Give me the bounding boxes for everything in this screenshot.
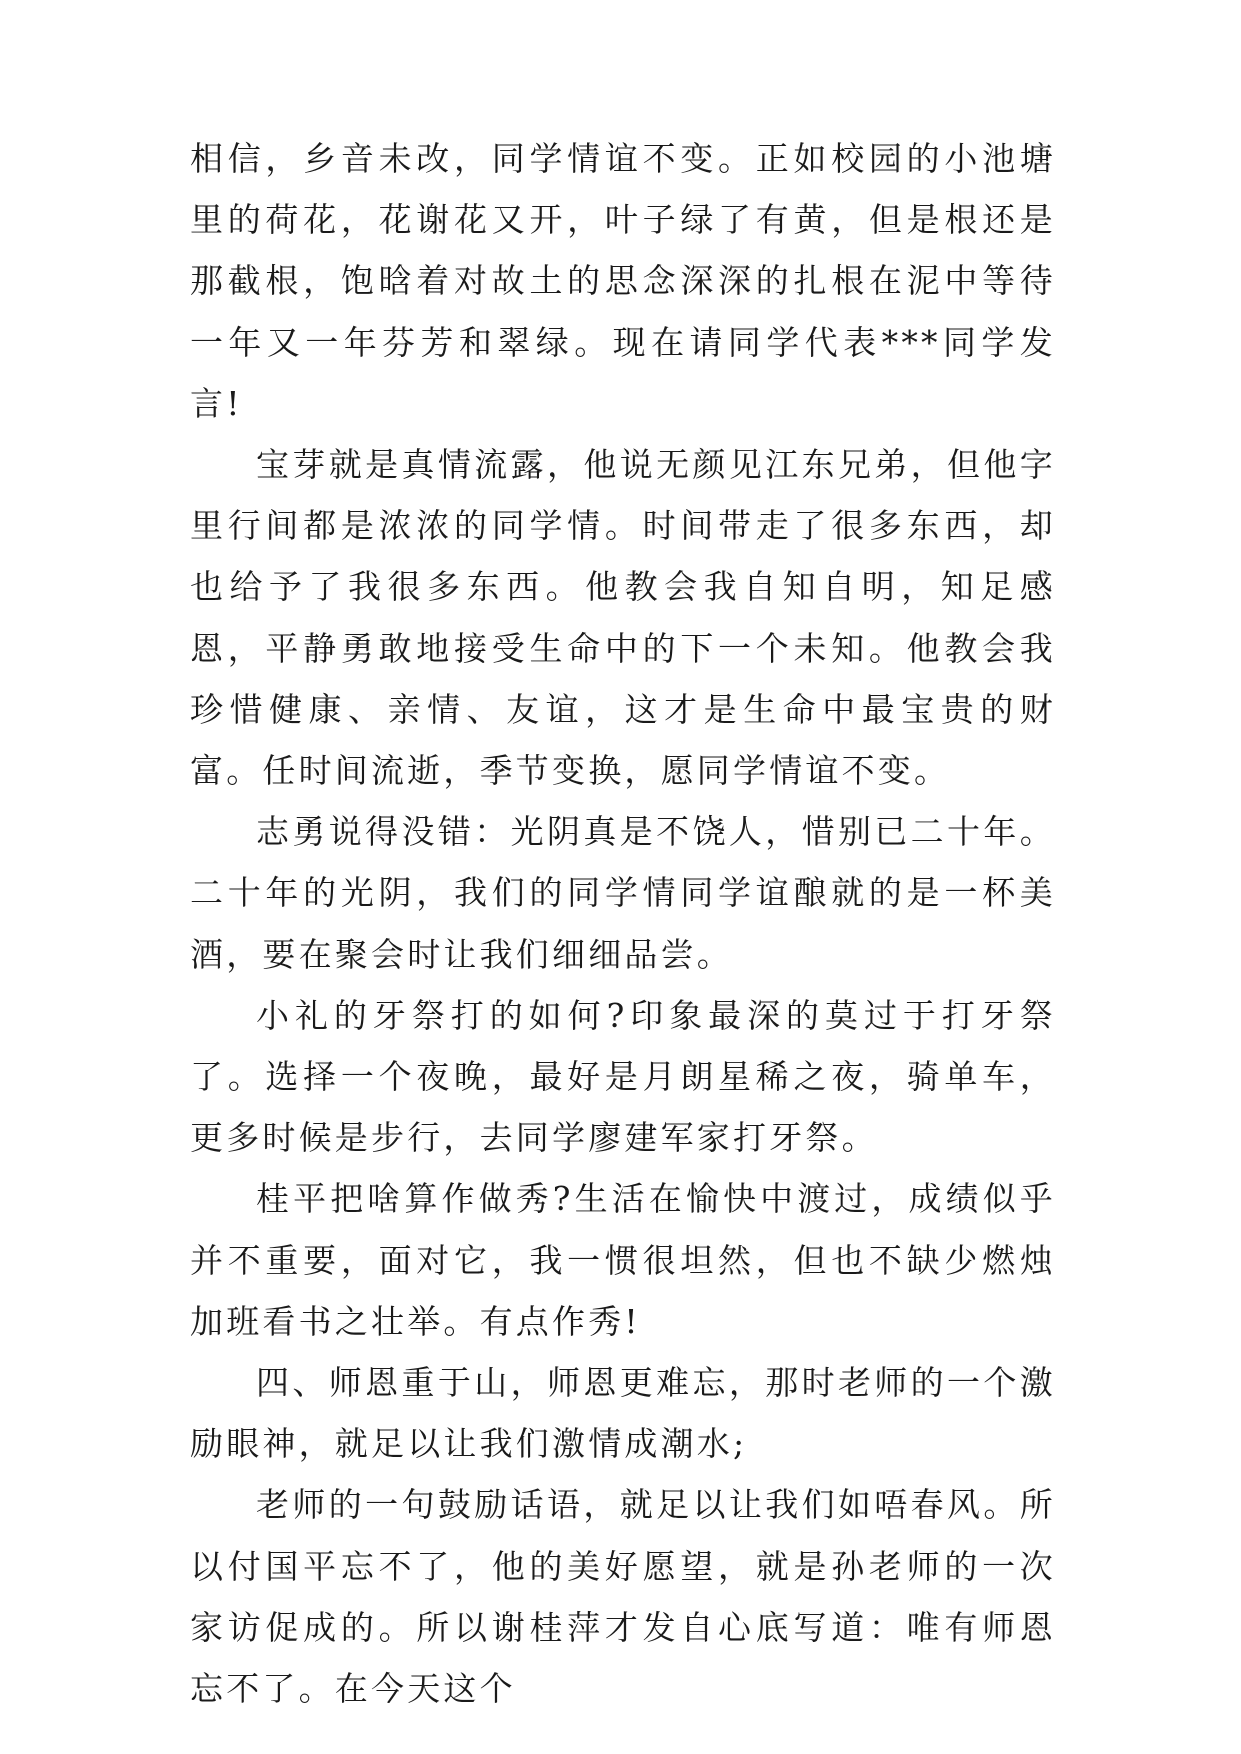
paragraph-7: 老师的一句鼓励话语，就足以让我们如唔春风。所以付国平忘不了，他的美好愿望，就是孙老师的一次家访促成的。所以谢桂萍才发自心底写道：唯有师恩忘不了。在今天这个	[190, 1485, 1056, 1709]
paragraph-2: 宝芽就是真情流露，他说无颜见江东兄弟，但他字里行间都是浓浓的同学情。时间带走了很多东西，却也给予了我很多东西。他教会我自知自明，知足感恩，平静勇敢地接受生命中的下一个未知。他教会我珍惜健康、亲情、友谊，这才是生命中最宝贵的财富。任时间流逝，季节变换，愿同学情谊不变。	[190, 445, 1056, 791]
paragraph-1: 相信，乡音未改，同学情谊不变。正如校园的小池塘里的荷花，花谢花又开，叶子绿了有黄，但是根还是那截根，饱晗着对故土的思念深深的扎根在泥中等待一年又一年芬芳和翠绿。现在请同学代表***同学发言!	[190, 139, 1056, 423]
paragraph-6: 四、师恩重于山，师恩更难忘，那时老师的一个激励眼神，就足以让我们激情成潮水;	[190, 1363, 1056, 1464]
paragraph-4: 小礼的牙祭打的如何?印象最深的莫过于打牙祭了。选择一个夜晚，最好是月朗星稀之夜，骑单车，更多时候是步行，去同学廖建军家打牙祭。	[190, 995, 1056, 1158]
document-body	[190, 128, 1056, 1719]
paragraph-3: 志勇说得没错：光阴真是不饶人，惜别已二十年。二十年的光阴，我们的同学情同学谊酿就的是一杯美酒，要在聚会时让我们细细品尝。	[190, 812, 1056, 974]
paragraph-5: 桂平把啥算作做秀?生活在愉快中渡过，成绩似乎并不重要，面对它，我一惯很坦然，但也不缺少燃烛加班看书之壮举。有点作秀!	[190, 1179, 1056, 1341]
